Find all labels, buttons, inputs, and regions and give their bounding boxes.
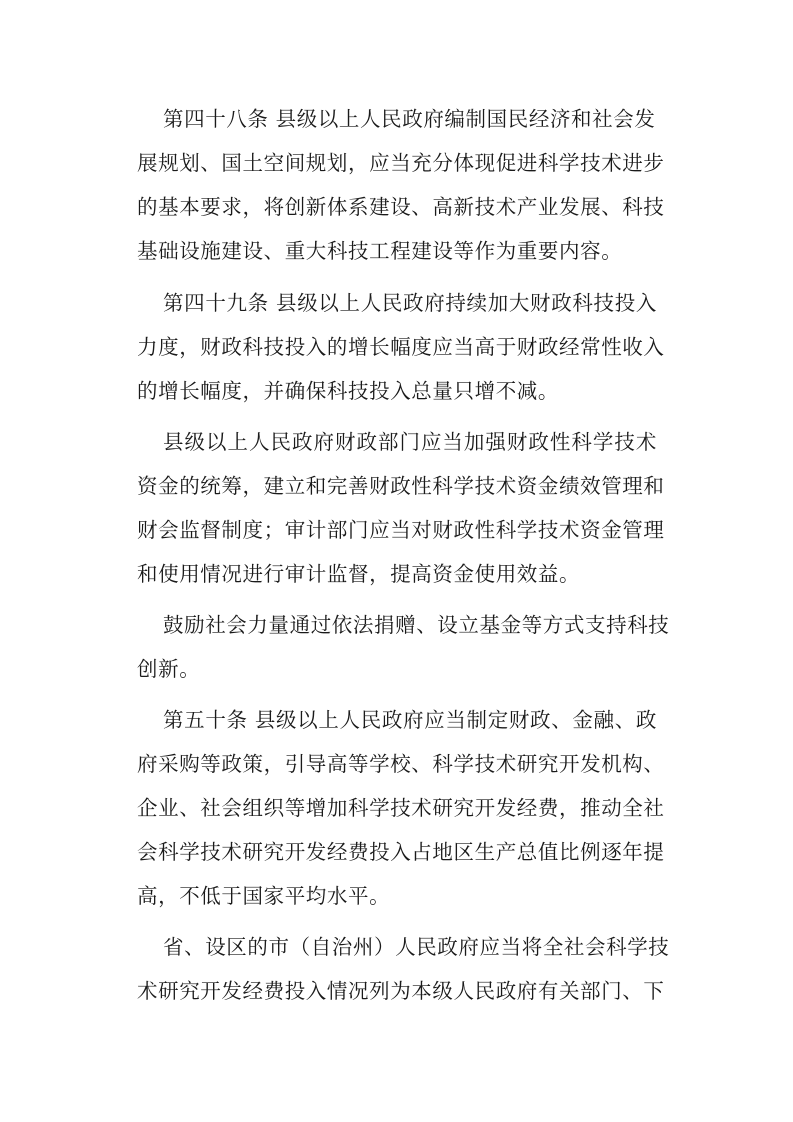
text-line: 创新。 [137,657,201,681]
text-line: 财会监督制度；审计部门应当对财政性科学技术资金管理 [137,518,665,542]
text-line: 的增长幅度，并确保科技投入总量只增不减。 [137,379,559,403]
text-line: 县级以上人民政府财政部门应当加强财政性科学技术 [163,430,657,454]
text-line: 企业、社会组织等增加科学技术研究开发经费，推动全社 [137,796,665,820]
text-line: 第五十条 县级以上人民政府应当制定财政、金融、政 [163,708,657,732]
text-line: 术研究开发经费投入情况列为本级人民政府有关部门、下 [137,979,665,1003]
text-line: 资金的统筹，建立和完善财政性科学技术资金绩效管理和 [137,474,665,498]
text-line: 展规划、国土空间规划，应当充分体现促进科学技术进步 [137,151,665,175]
text-line: 第四十八条 县级以上人民政府编制国民经济和社会发 [163,107,656,131]
text-line: 省、设区的市（自治州）人民政府应当将全社会科学技 [163,935,670,959]
text-line: 和使用情况进行审计监督，提高资金使用效益。 [137,562,581,586]
text-line: 基础设施建设、重大科技工程建设等作为重要内容。 [137,239,623,263]
text-line: 府采购等政策，引导高等学校、科学技术研究开发机构、 [137,752,665,776]
text-line: 鼓励社会力量通过依法捐赠、设立基金等方式支持科技 [163,613,670,637]
text-line: 第四十九条 县级以上人民政府持续加大财政科技投入 [163,291,657,315]
text-line: 力度，财政科技投入的增长幅度应当高于财政经常性收入 [137,335,665,359]
text-line: 的基本要求，将创新体系建设、高新技术产业发展、科技 [137,195,665,219]
text-line: 会科学技术研究开发经费投入占地区生产总值比例逐年提 [137,840,665,864]
text-line: 高，不低于国家平均水平。 [137,884,391,908]
